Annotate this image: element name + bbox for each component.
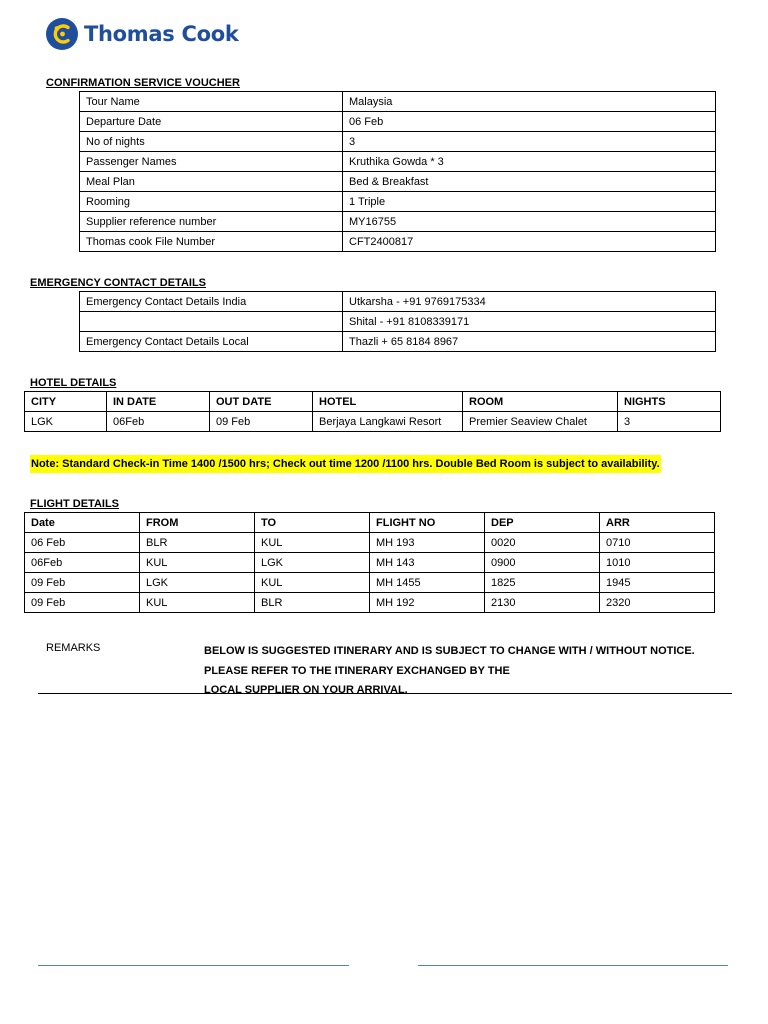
table-row xyxy=(80,312,716,332)
flight-table xyxy=(24,512,715,613)
table-header-row xyxy=(25,513,715,533)
hotel-header-hotel: HOTEL xyxy=(313,392,463,412)
checkin-note: Note: Standard Check-in Time 1400 /1500 hrs; Check out time 1200 /1100 hrs. Double Bed Room is subject to availability. xyxy=(30,455,661,473)
voucher-value-supplier-ref: MY16755 xyxy=(343,212,716,232)
voucher-value-file-number: CFT2400817 xyxy=(343,232,716,252)
flight-cell-dep: 0020 xyxy=(485,533,600,553)
table-row xyxy=(80,332,716,352)
table-row xyxy=(80,132,716,152)
remarks-line: LOCAL SUPPLIER ON YOUR ARRIVAL. xyxy=(204,684,408,696)
thomas-cook-logo xyxy=(46,18,239,50)
table-row xyxy=(25,573,715,593)
flight-header-dep: DEP xyxy=(485,513,600,533)
emergency-label-india: Emergency Contact Details India xyxy=(80,292,343,312)
table-row xyxy=(25,593,715,613)
hotel-cell-nights: 3 xyxy=(618,412,721,432)
flight-header-from: FROM xyxy=(140,513,255,533)
table-row xyxy=(80,292,716,312)
table-row xyxy=(80,152,716,172)
hotel-cell-city: LGK xyxy=(25,412,107,432)
voucher-label-tour-name: Tour Name xyxy=(80,92,343,112)
voucher-value-meal-plan: Bed & Breakfast xyxy=(343,172,716,192)
brand-name: Thomas Cook xyxy=(84,22,239,46)
hotel-cell-out-date: 09 Feb xyxy=(210,412,313,432)
voucher-label-meal-plan: Meal Plan xyxy=(80,172,343,192)
voucher-value-passenger-names: Kruthika Gowda * 3 xyxy=(343,152,716,172)
emergency-label-local: Emergency Contact Details Local xyxy=(80,332,343,352)
voucher-value-nights: 3 xyxy=(343,132,716,152)
hotel-header-city: CITY xyxy=(25,392,107,412)
remarks-line: BELOW IS SUGGESTED ITINERARY AND IS SUBJECT TO CHANGE WITH / WITHOUT NOTICE. xyxy=(204,645,695,657)
voucher-value-departure-date: 06 Feb xyxy=(343,112,716,132)
hotel-header-nights: NIGHTS xyxy=(618,392,721,412)
hotel-cell-room: Premier Seaview Chalet xyxy=(463,412,618,432)
signature-line-right xyxy=(418,965,728,966)
table-row xyxy=(80,172,716,192)
voucher-table xyxy=(79,91,716,252)
flight-cell-from: LGK xyxy=(140,573,255,593)
flight-cell-to: KUL xyxy=(255,533,370,553)
hotel-table xyxy=(24,391,721,432)
emergency-value-india-1: Utkarsha - +91 9769175334 xyxy=(343,292,716,312)
voucher-value-rooming: 1 Triple xyxy=(343,192,716,212)
voucher-label-supplier-ref: Supplier reference number xyxy=(80,212,343,232)
flight-cell-arr: 0710 xyxy=(600,533,715,553)
flight-cell-to: LGK xyxy=(255,553,370,573)
hotel-cell-hotel: Berjaya Langkawi Resort xyxy=(313,412,463,432)
remarks-text xyxy=(204,642,695,701)
voucher-label-passenger-names: Passenger Names xyxy=(80,152,343,172)
voucher-heading: CONFIRMATION SERVICE VOUCHER xyxy=(46,77,240,89)
flight-cell-date: 09 Feb xyxy=(25,593,140,613)
flight-header-flight-no: FLIGHT NO xyxy=(370,513,485,533)
table-row xyxy=(25,553,715,573)
remarks-divider xyxy=(38,693,732,694)
flight-cell-dep: 2130 xyxy=(485,593,600,613)
emergency-value-local: Thazli + 65 8184 8967 xyxy=(343,332,716,352)
remarks-line: PLEASE REFER TO THE ITINERARY EXCHANGED BY THE xyxy=(204,664,510,677)
emergency-label-blank xyxy=(80,312,343,332)
table-row xyxy=(25,533,715,553)
flight-cell-arr: 1945 xyxy=(600,573,715,593)
signature-line-left xyxy=(38,965,349,966)
table-row xyxy=(25,412,721,432)
emergency-table xyxy=(79,291,716,352)
flight-cell-flight-no: MH 193 xyxy=(370,533,485,553)
flight-cell-dep: 1825 xyxy=(485,573,600,593)
emergency-value-india-2: Shital - +91 8108339171 xyxy=(343,312,716,332)
flight-cell-date: 09 Feb xyxy=(25,573,140,593)
flight-cell-dep: 0900 xyxy=(485,553,600,573)
voucher-label-nights: No of nights xyxy=(80,132,343,152)
flight-cell-to: KUL xyxy=(255,573,370,593)
voucher-label-rooming: Rooming xyxy=(80,192,343,212)
table-row xyxy=(80,192,716,212)
table-row xyxy=(80,212,716,232)
hotel-header-out-date: OUT DATE xyxy=(210,392,313,412)
flight-cell-arr: 1010 xyxy=(600,553,715,573)
table-row xyxy=(80,112,716,132)
flight-cell-from: KUL xyxy=(140,553,255,573)
hotel-cell-in-date: 06Feb xyxy=(107,412,210,432)
flight-heading: FLIGHT DETAILS xyxy=(30,498,120,510)
emergency-heading: EMERGENCY CONTACT DETAILS xyxy=(30,277,207,289)
flight-header-arr: ARR xyxy=(600,513,715,533)
hotel-header-in-date: IN DATE xyxy=(107,392,210,412)
flight-header-to: TO xyxy=(255,513,370,533)
hotel-heading: HOTEL DETAILS xyxy=(30,377,117,389)
flight-cell-flight-no: MH 192 xyxy=(370,593,485,613)
flight-cell-flight-no: MH 1455 xyxy=(370,573,485,593)
remarks-label: REMARKS xyxy=(46,642,101,654)
voucher-label-file-number: Thomas cook File Number xyxy=(80,232,343,252)
flight-cell-from: KUL xyxy=(140,593,255,613)
flight-cell-arr: 2320 xyxy=(600,593,715,613)
flight-cell-date: 06 Feb xyxy=(25,533,140,553)
voucher-value-tour-name: Malaysia xyxy=(343,92,716,112)
table-row xyxy=(80,92,716,112)
table-row xyxy=(80,232,716,252)
flight-header-date: Date xyxy=(25,513,140,533)
table-header-row xyxy=(25,392,721,412)
flight-cell-flight-no: MH 143 xyxy=(370,553,485,573)
voucher-label-departure-date: Departure Date xyxy=(80,112,343,132)
flight-cell-to: BLR xyxy=(255,593,370,613)
thomas-cook-globe-icon xyxy=(46,18,78,50)
flight-cell-date: 06Feb xyxy=(25,553,140,573)
flight-cell-from: BLR xyxy=(140,533,255,553)
hotel-header-room: ROOM xyxy=(463,392,618,412)
